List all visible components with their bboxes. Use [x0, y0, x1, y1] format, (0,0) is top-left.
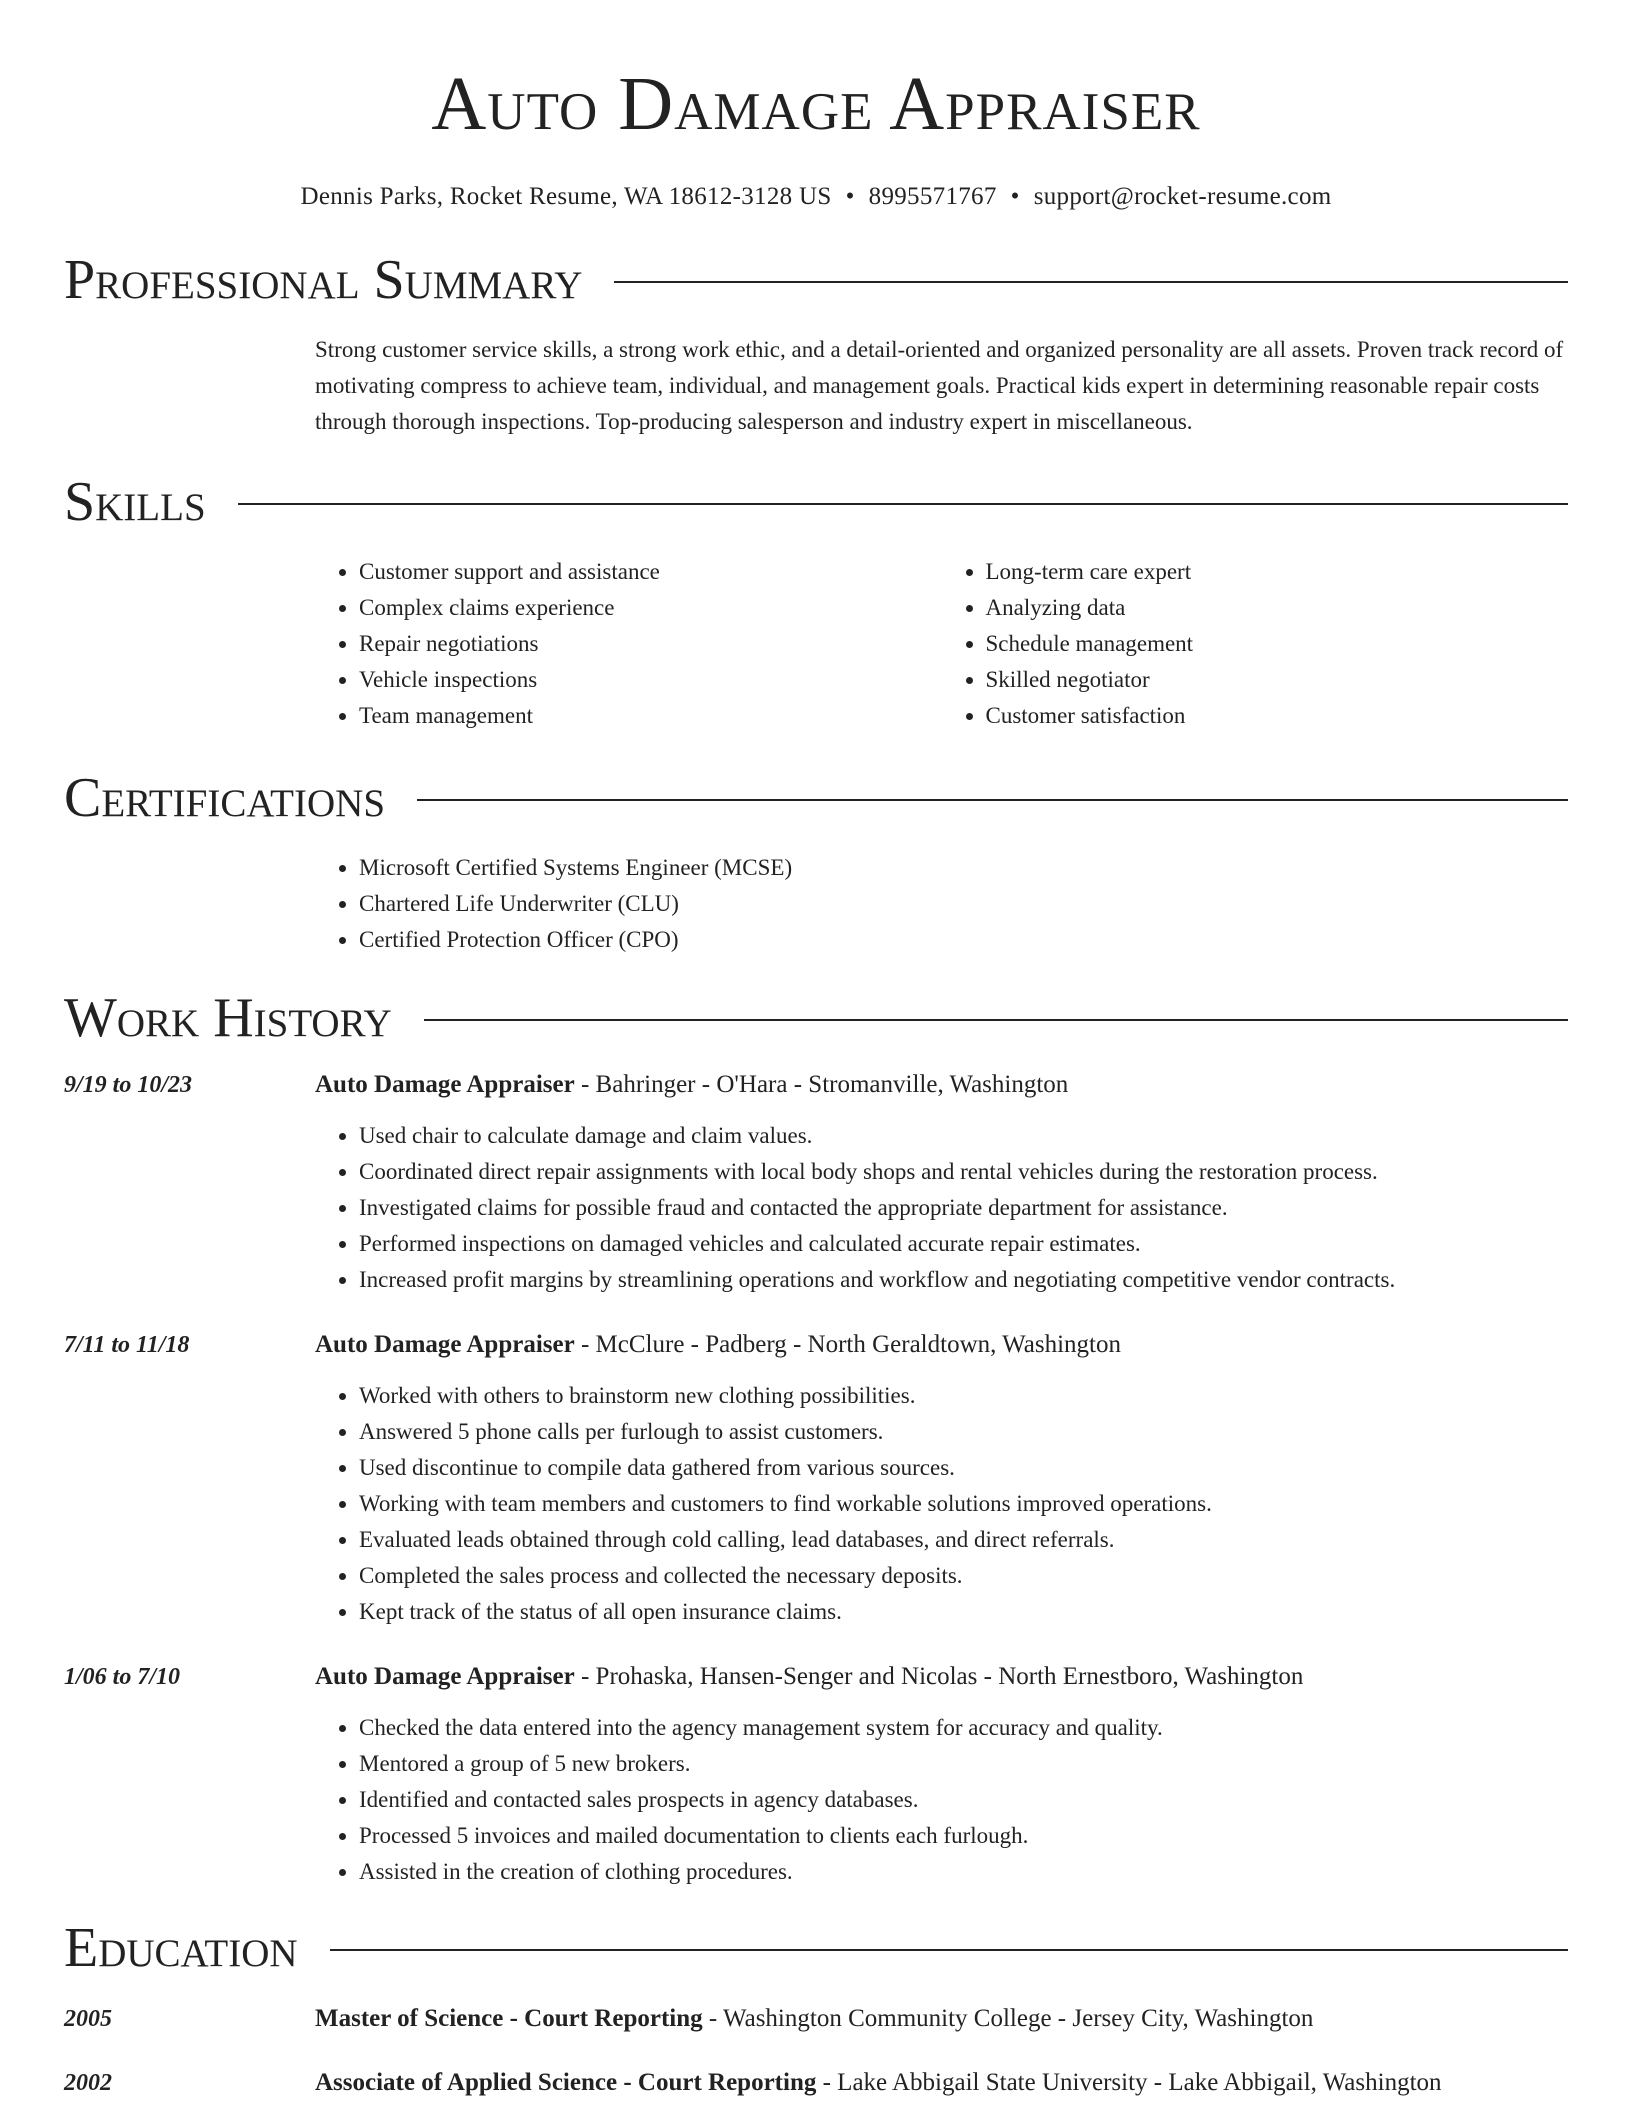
job-body: [315, 1328, 1568, 1630]
job-date: 1/06 to 7/10: [64, 1664, 181, 1690]
summary-section-header: [64, 248, 1568, 312]
contact-separator: •: [845, 183, 855, 210]
job-bullet: • Completed the sales process and collected the necessary deposits.: [359, 1558, 1568, 1594]
job-entry: [64, 1328, 1568, 1630]
skill-item: • Team management: [359, 698, 942, 734]
job-bullet: • Coordinated direct repair assignments with local body shops and rental vehicles during the restoration process.: [359, 1154, 1568, 1190]
job-role: [315, 1660, 1568, 1694]
job-bullet: • Used discontinue to compile data gathered from various sources.: [359, 1450, 1568, 1486]
education-entry: [64, 2002, 1568, 2036]
education-degree: Associate of Applied Science - Court Reporting: [315, 2069, 817, 2096]
resume-page: [64, 0, 1568, 2100]
skill-item: • Vehicle inspections: [359, 662, 942, 698]
education-degree: Master of Science - Court Reporting: [315, 2005, 703, 2032]
job-bullet: • Worked with others to brainstorm new clothing possibilities.: [359, 1378, 1568, 1414]
skill-item: • Analyzing data: [986, 590, 1569, 626]
skill-item: • Complex claims experience: [359, 590, 942, 626]
education-body: [315, 2002, 1568, 2036]
job-title: Auto Damage Appraiser: [315, 1663, 575, 1690]
job-body: [315, 1660, 1568, 1890]
education-body: [315, 2066, 1568, 2100]
section-divider: [330, 1949, 1568, 1951]
job-title: Auto Damage Appraiser: [315, 1331, 575, 1358]
education-section-header: [64, 1916, 1568, 1980]
skill-item: • Long-term care expert: [986, 554, 1569, 590]
education-entry: [64, 2066, 1568, 2100]
job-details: - Bahringer - O'Hara - Stromanville, Washington: [574, 1071, 1069, 1098]
job-bullet: • Evaluated leads obtained through cold calling, lead databases, and direct referrals.: [359, 1522, 1568, 1558]
education-details: - Washington Community College - Jersey City, Washington: [702, 2005, 1314, 2032]
skill-item: • Customer support and assistance: [359, 554, 942, 590]
job-bullet: • Mentored a group of 5 new brokers.: [359, 1746, 1568, 1782]
skill-item: • Schedule management: [986, 626, 1569, 662]
certification-item: • Microsoft Certified Systems Engineer (MCSE): [359, 850, 1568, 886]
job-bullet: • Assisted in the creation of clothing procedures.: [359, 1854, 1568, 1890]
job-bullet: • Checked the data entered into the agency management system for accuracy and quality.: [359, 1710, 1568, 1746]
contact-email: support@rocket-resume.com: [1033, 183, 1332, 210]
job-bullets: [315, 1710, 1568, 1890]
job-bullet: • Working with team members and customers to find workable solutions improved operations.: [359, 1486, 1568, 1522]
summary-text: Strong customer service skills, a strong work ethic, and a detail-oriented and organized personality are all assets. Proven track record of motivating compress to achieve team, individual, and management goals. Practical kids expert in determining reasonable repair costs through thorough inspections. Top-producing salesperson and industry expert in miscellaneous.: [315, 337, 1564, 434]
summary-heading: Professional Summary: [64, 249, 583, 311]
summary-content: [315, 332, 1568, 440]
job-title: Auto Damage Appraiser: [315, 1071, 575, 1098]
job-bullet: • Increased profit margins by streamlining operations and workflow and negotiating competitive vendor contracts.: [359, 1262, 1568, 1298]
contact-separator: •: [1010, 183, 1020, 210]
skills-list-left: [315, 554, 942, 734]
work-heading: Work History: [64, 987, 392, 1049]
job-bullet: • Performed inspections on damaged vehicles and calculated accurate repair estimates.: [359, 1226, 1568, 1262]
skills-heading: Skills: [64, 471, 206, 533]
education-degree-line: [315, 2002, 1568, 2036]
job-bullet: • Investigated claims for possible fraud and contacted the appropriate department for assistance.: [359, 1190, 1568, 1226]
job-role: [315, 1328, 1568, 1362]
job-bullets: [315, 1118, 1568, 1298]
section-divider: [614, 281, 1568, 283]
job-date: 7/11 to 11/18: [64, 1332, 190, 1358]
education-heading: Education: [64, 1917, 298, 1979]
education-date: 2005: [64, 2006, 112, 2032]
skills-grid: [315, 554, 1568, 734]
job-date: 9/19 to 10/23: [64, 1072, 193, 1098]
job-bullet: • Identified and contacted sales prospects in agency databases.: [359, 1782, 1568, 1818]
job-details: - McClure - Padberg - North Geraldtown, Washington: [574, 1331, 1121, 1358]
education-degree-line: [315, 2066, 1568, 2100]
contact-line: [64, 180, 1568, 214]
job-bullet: • Kept track of the status of all open insurance claims.: [359, 1594, 1568, 1630]
skill-item: • Skilled negotiator: [986, 662, 1569, 698]
education-details: - Lake Abbigail State University - Lake Abbigail, Washington: [816, 2069, 1442, 2096]
skill-item: • Customer satisfaction: [986, 698, 1569, 734]
certification-item: • Certified Protection Officer (CPO): [359, 922, 1568, 958]
resume-title: Auto Damage Appraiser: [431, 62, 1201, 146]
certifications-heading: Certifications: [64, 767, 386, 829]
section-divider: [424, 1019, 1568, 1021]
skills-list-right: [942, 554, 1569, 734]
certifications-list: [315, 850, 1568, 958]
job-bullet: • Used chair to calculate damage and claim values.: [359, 1118, 1568, 1154]
job-body: [315, 1068, 1568, 1298]
education-date: 2002: [64, 2070, 112, 2096]
contact-phone: 8995571767: [868, 183, 997, 210]
job-bullet: • Answered 5 phone calls per furlough to assist customers.: [359, 1414, 1568, 1450]
section-divider: [417, 799, 1568, 801]
certifications-section-header: [64, 766, 1568, 830]
certification-item: • Chartered Life Underwriter (CLU): [359, 886, 1568, 922]
job-details: - Prohaska, Hansen-Senger and Nicolas - North Ernestboro, Washington: [574, 1663, 1304, 1690]
job-entry: [64, 1068, 1568, 1298]
job-role: [315, 1068, 1568, 1102]
job-entry: [64, 1660, 1568, 1890]
job-bullets: [315, 1378, 1568, 1630]
contact-address: Dennis Parks, Rocket Resume, WA 18612-3128 US: [300, 183, 832, 210]
section-divider: [238, 503, 1568, 505]
certifications-content: [315, 850, 1568, 958]
work-section-header: [64, 986, 1568, 1050]
job-bullet: • Processed 5 invoices and mailed documentation to clients each furlough.: [359, 1818, 1568, 1854]
skill-item: • Repair negotiations: [359, 626, 942, 662]
skills-section-header: [64, 470, 1568, 534]
